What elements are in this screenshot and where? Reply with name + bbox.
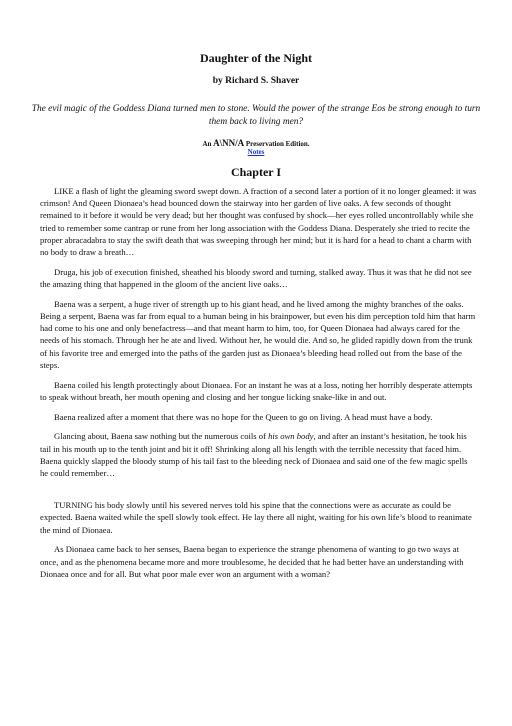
paragraph: LIKE a flash of light the gleaming sword swept down. A fraction of a second later a portion of it no longer gleamed: it was crimson! And Queen Dionaea’s head bounced down the stairway into her garden of live oaks. A few seconds of thought remained to it before it would be very dead; but her thought was confused by shock—her eyes rolled uncontrollably while she tried to remember some cantrap or rune from her long association with the Goddess Diana. Desperately she tried to recite the proper abracadabra to stay the swift death that was sweeping through her mind; but it is hard for a head to chant a charm with no body to draw a breath… xyxy=(40,186,477,258)
edition-prefix: An xyxy=(202,140,212,148)
paragraph: Druga, his job of execution finished, sheathed his bloody sword and turning, stalked away. Thus it was that he did not see the amazing thing that happened in the gloom of the ancient live oaks… xyxy=(40,266,472,290)
notes-link[interactable]: Notes xyxy=(247,148,265,156)
paragraph: As Dionaea came back to her senses, Baena began to experience the strange phenomena of wanting to go two ways at once, and as the phenomena became more and more troublesome, he decided that he had better have an understanding with Dionaea once and for all. But what poor male ever won an argument with a woman? xyxy=(40,544,464,579)
story-blurb: The evil magic of the Goddess Diana turned men to stone. Would the power of the strange Eos be strong enough to turn them back to living men? xyxy=(31,104,481,127)
chapter-heading: Chapter I xyxy=(230,165,282,179)
paragraph xyxy=(40,430,477,479)
paragraph: Baena realized after a moment that there was no hope for the Queen to go on living. A head must have a body. xyxy=(54,411,433,422)
paragraph: Baena coiled his length protectingly about Dionaea. For an instant he was at a loss, noting her horribly desperate attempts to speak without breath, her mouth opening and closing and her tongue licking snake-like in and out. xyxy=(40,379,473,402)
emphasized-text: his own body xyxy=(268,431,314,442)
story-title: Daughter of the Night xyxy=(199,51,313,65)
paragraph: TURNING his body slowly until his severed nerves told his spine that the connections were as accurate as could be expected. Baena waited while the spell slowly took effect. He lay there all night, waiting for his own life’s blood to reanimate the mind of Dionaea. xyxy=(40,500,472,535)
notes-link-line xyxy=(0,148,512,156)
paragraph-text: , and after an instant’s hesitation, he took his tail in his mouth up to the tenth joint and bit it off! Shrinking along all his length with the terrible necessity that faced him. Baena quickly slapped the bloody stump of his tail fast to the bleeding neck of Dionaea and said one of the few magic spells he could remember… xyxy=(40,431,468,479)
story-body xyxy=(40,185,477,588)
anna-logo-text: A\NN/A xyxy=(213,138,245,148)
paragraph: Baena was a serpent, a huge river of strength up to his giant head, and he lived among the mighty branches of the oaks. Being a serpent, Baena was far from equal to a human being in his brainpower, but even his dim perception told him that harm had come to his one and only benefactress—and that meant harm to him, too, for Queen Dionaea had always cared for the needs of his stomach. Through her he ate and lived. Without her, he would die. And so, he glided rapidly down from the trunk of his favorite tree and emerged into the paths of the garden just as Dionaea’s bleeding head rolled out from the base of the steps. xyxy=(40,298,476,370)
author-byline: by Richard S. Shaver xyxy=(212,76,300,86)
paragraph-text: Glancing about, Baena saw nothing but the numerous coils of xyxy=(54,431,269,442)
edition-suffix: Preservation Edition. xyxy=(245,140,310,148)
